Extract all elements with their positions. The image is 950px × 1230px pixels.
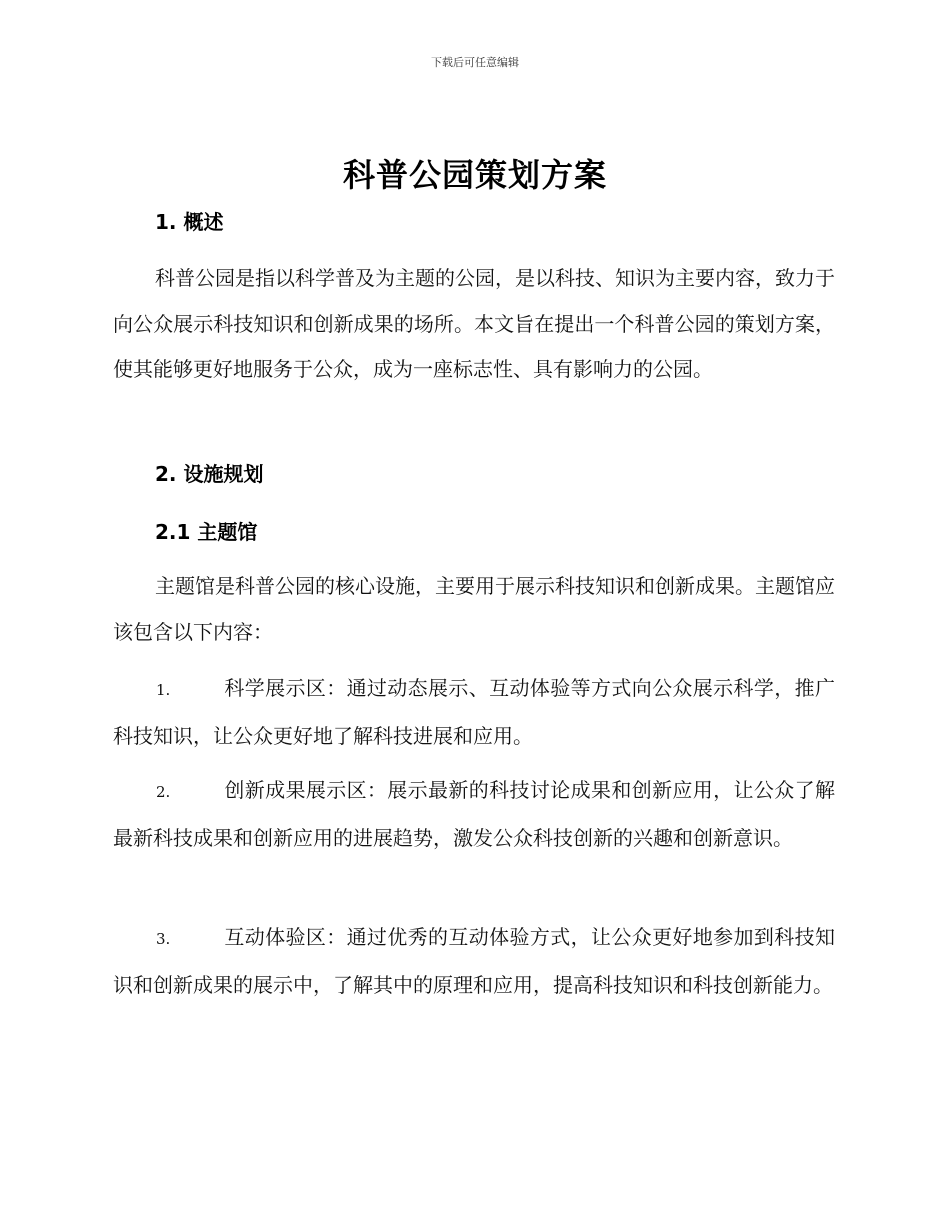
- section-heading-facilities: 2. 设施规划: [155, 462, 264, 486]
- header-note: 下载后可任意编辑: [431, 56, 519, 69]
- document-title: 科普公园策划方案: [342, 156, 607, 194]
- list-item-number: 3.: [156, 930, 171, 948]
- list-item: [113, 768, 835, 861]
- section-heading-theme-hall: 2.1 主题馆: [155, 520, 258, 544]
- list-item-text: 互动体验区：通过优秀的互动体验方式，让公众更好地参加到科技知识和创新成果的展示中，了解其中的原理和应用，提高科技知识和科技创新能力。: [113, 925, 835, 997]
- list-item-number: 2.: [156, 783, 171, 801]
- overview-paragraph: 科普公园是指以科学普及为主题的公园，是以科技、知识为主要内容，致力于向公众展示科技知识和创新成果的场所。本文旨在提出一个科普公园的策划方案，使其能够更好地服务于公众，成为一座标志性、具有影响力的公园。: [113, 266, 835, 381]
- list-item-text: 创新成果展示区：展示最新的科技讨论成果和创新应用，让公众了解最新科技成果和创新应用的进展趋势，激发公众科技创新的兴趣和创新意识。: [113, 778, 835, 850]
- list-item-number: 1.: [156, 681, 171, 699]
- theme-hall-paragraph: 主题馆是科普公园的核心设施，主要用于展示科技知识和创新成果。主题馆应该包含以下内容：: [113, 574, 835, 644]
- list-item-text: 科学展示区：通过动态展示、互动体验等方式向公众展示科学，推广科技知识，让公众更好地了解科技进展和应用。: [113, 676, 835, 748]
- list-item: [113, 666, 835, 759]
- list-item: [113, 915, 835, 1008]
- section-heading-overview: 1. 概述: [155, 210, 224, 234]
